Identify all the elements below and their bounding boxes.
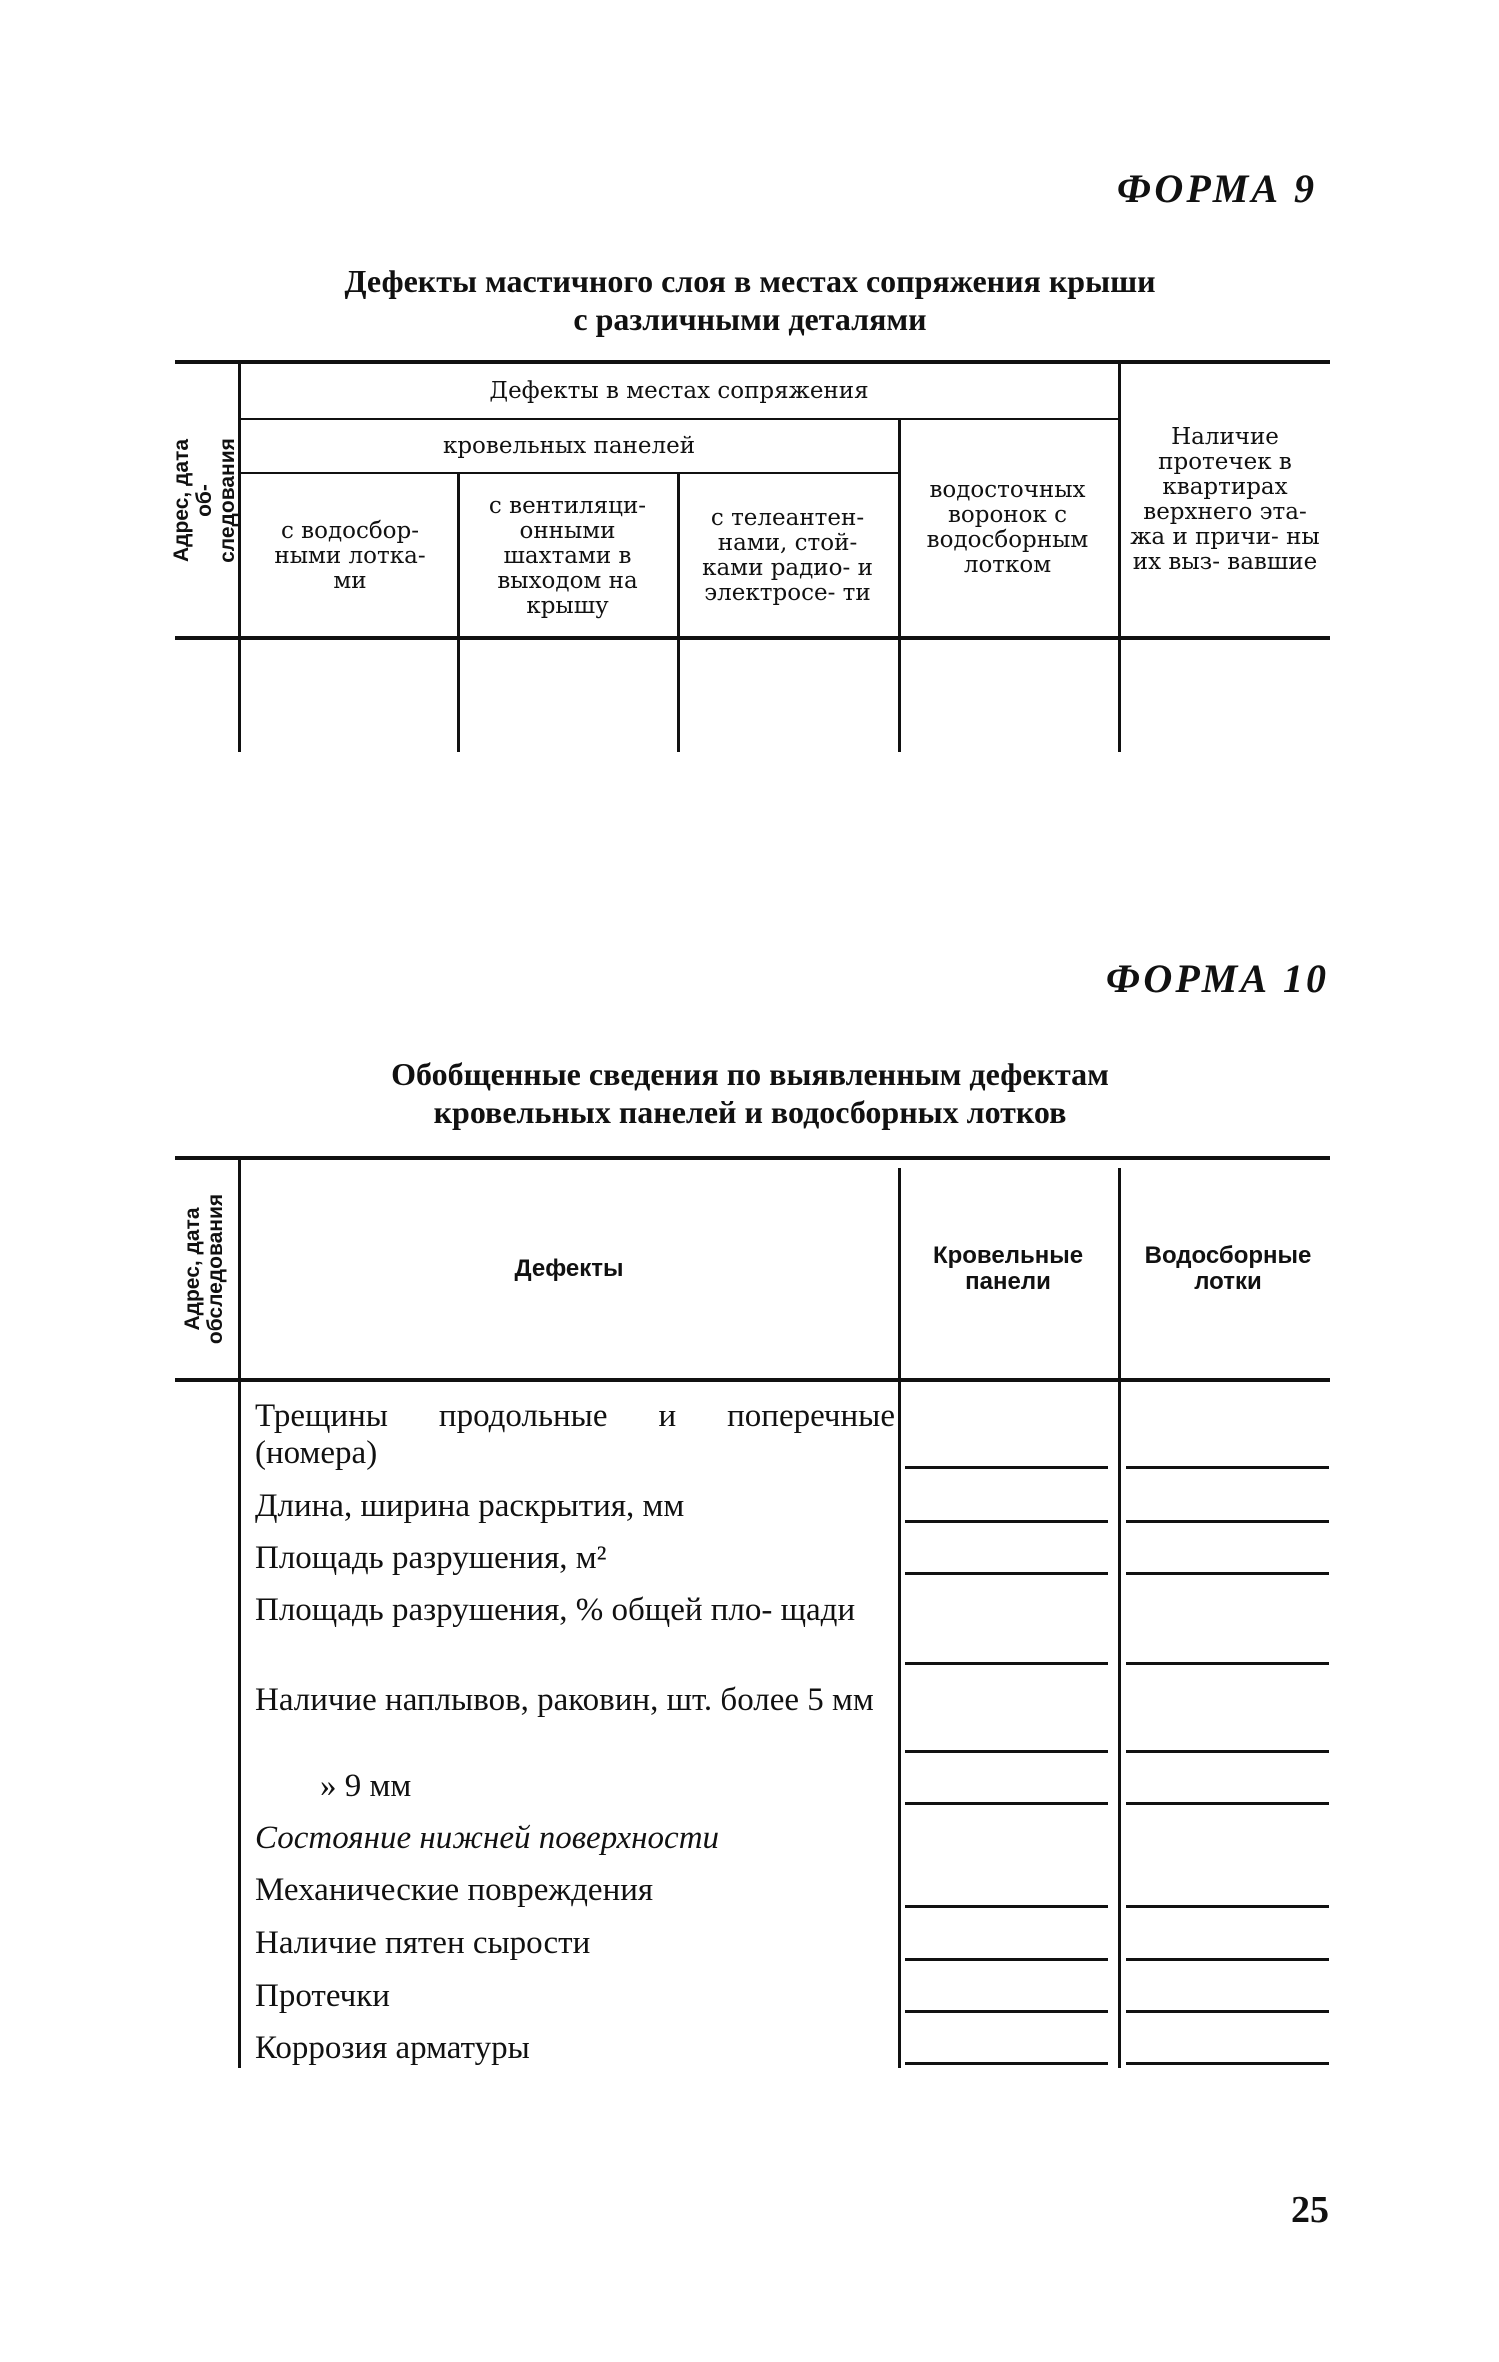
panels-blank-line bbox=[905, 2062, 1108, 2065]
form10-defects-header: Дефекты bbox=[514, 1255, 624, 1282]
defect-row-cracks: Трещины продольные и поперечные (номера) bbox=[255, 1398, 895, 1471]
defect-row-mechanical: Механические повреждения bbox=[255, 1872, 654, 1908]
trays-blank-line bbox=[1126, 1750, 1329, 1753]
panels-blank-line bbox=[905, 1958, 1108, 1961]
defect-row-corrosion: Коррозия арматуры bbox=[255, 2030, 530, 2066]
form9-col-vent-shafts: с вентиляци- онными шахтами в выходом на крышу bbox=[488, 492, 647, 619]
trays-blank-line bbox=[1126, 1520, 1329, 1523]
form10-address-header: Адрес, дата обследования bbox=[181, 1193, 228, 1345]
form9-address-header: Адрес, дата об- следования bbox=[169, 437, 239, 563]
defect-row-damage-percent: Площадь разрушения, % общей пло- щади bbox=[255, 1592, 856, 1628]
form9-col-leaks: Наличие протечек в квартирах верхнего эта- жа и причи- ны их выз- вавшие bbox=[1130, 424, 1320, 575]
trays-blank-line bbox=[1126, 1905, 1329, 1908]
form9-col-drains: водосточных воронок с водосборным лотком bbox=[926, 477, 1089, 578]
form9-col-trays: с водосбор- ными лотка- ми bbox=[274, 517, 426, 594]
defect-row-bottom-surface: Состояние нижней поверхности bbox=[255, 1820, 720, 1856]
defect-row-damage-area: Площадь разрушения, м² bbox=[255, 1540, 607, 1576]
form9-subgroup-header: кровельных панелей bbox=[442, 432, 696, 459]
form9-header-bottom-rule bbox=[175, 636, 1330, 640]
panels-blank-line bbox=[905, 1905, 1108, 1908]
form10-panels-header: Кровельные панели bbox=[932, 1242, 1084, 1295]
trays-blank-line bbox=[1126, 1572, 1329, 1575]
trays-blank-line bbox=[1126, 2010, 1329, 2013]
panels-blank-line bbox=[905, 1802, 1108, 1805]
trays-blank-line bbox=[1126, 1958, 1329, 1961]
form10-title-line1: Обобщенные сведения по выявленным дефектам bbox=[391, 1056, 1109, 1092]
form9-label: ФОРМА 9 bbox=[1116, 166, 1317, 211]
form9-vline-3 bbox=[677, 474, 680, 752]
form9-group-header: Дефекты в местах сопряжения bbox=[489, 377, 869, 404]
trays-blank-line bbox=[1126, 1802, 1329, 1805]
trays-blank-line bbox=[1126, 2062, 1329, 2065]
form10-trays-header: Водосборные лотки bbox=[1144, 1242, 1312, 1295]
form10-vline-2 bbox=[898, 1168, 901, 2068]
defect-row-sags-5mm: Наличие наплывов, раковин, шт. более 5 мм bbox=[255, 1682, 874, 1718]
panels-blank-line bbox=[905, 1520, 1108, 1523]
form10-label: ФОРМА 10 bbox=[1105, 956, 1329, 1001]
panels-blank-line bbox=[905, 2010, 1108, 2013]
defect-row-crack-size: Длина, ширина раскрытия, мм bbox=[255, 1488, 685, 1524]
form9-rule-subgroup bbox=[240, 472, 900, 474]
form9-vline-2 bbox=[457, 474, 460, 752]
page-number: 25 bbox=[1291, 2189, 1329, 2231]
panels-blank-line bbox=[905, 1662, 1108, 1665]
trays-blank-line bbox=[1126, 1662, 1329, 1665]
form9-col-antennas: с телеантен- нами, стой- ками радио- и электросе- ти bbox=[702, 505, 873, 606]
panels-blank-line bbox=[905, 1750, 1108, 1753]
form9-title-line2: с различными деталями bbox=[573, 301, 927, 337]
defect-row-sags-9mm: » 9 мм bbox=[320, 1768, 412, 1804]
form9-vline-4 bbox=[898, 420, 901, 752]
trays-blank-line bbox=[1126, 1466, 1329, 1469]
defect-row-damp-spots: Наличие пятен сырости bbox=[255, 1925, 591, 1961]
panels-blank-line bbox=[905, 1572, 1108, 1575]
panels-blank-line bbox=[905, 1466, 1108, 1469]
form10-title-line2: кровельных панелей и водосборных лотков bbox=[433, 1094, 1067, 1130]
form10-vline-3 bbox=[1118, 1168, 1121, 2068]
form9-title-line1: Дефекты мастичного слоя в местах сопряжения крыши bbox=[344, 263, 1156, 299]
defect-row-leaks: Протечки bbox=[255, 1978, 390, 2014]
form10-header-bottom-rule bbox=[175, 1378, 1330, 1382]
form9-vline-5 bbox=[1118, 362, 1121, 752]
